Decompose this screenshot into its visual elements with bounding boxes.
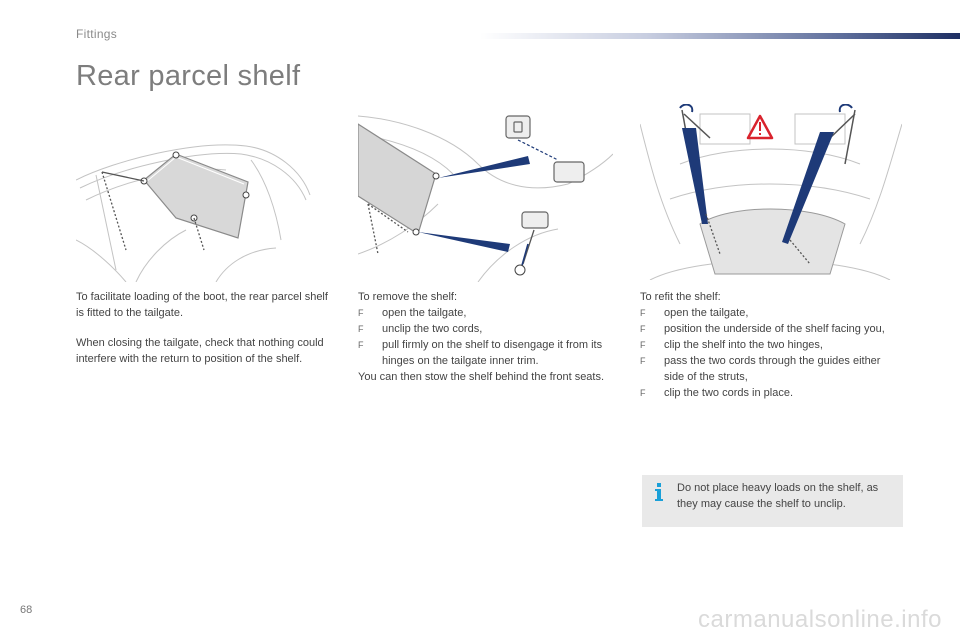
step-marker: F [358,308,364,318]
list-item: F position the underside of the shelf facing you, [640,323,885,335]
page-number: 68 [20,604,33,616]
list-item: F pass the two cords through the guides either side of the struts, [640,355,881,383]
step-marker: F [640,356,646,366]
intro-paragraph: To facilitate loading of the boot, the rear parcel shelf is fitted to the tailgate. [76,291,328,319]
illustration-shelf-on-tailgate [76,140,312,282]
remove-steps-list [358,305,616,369]
list-item: F clip the shelf into the two hinges, [640,339,823,351]
step-marker: F [640,340,646,350]
illustration-remove-shelf [358,104,613,282]
info-box [642,475,903,527]
intro-text-column [76,289,338,367]
remove-outro: You can then stow the shelf behind the front seats. [358,371,605,383]
illustration-refit-shelf [640,104,902,280]
remove-shelf-column [358,289,616,385]
list-item: F unclip the two cords, [358,323,483,335]
list-item: F pull firmly on the shelf to disengage it from its hinges on the tailgate inner trim. [358,339,603,367]
list-item: F open the tailgate, [358,307,467,319]
closing-warning-paragraph: When closing the tailgate, check that nothing could interfere with the return to position of the shelf. [76,337,324,365]
remove-intro: To remove the shelf: [358,291,458,303]
info-icon [652,483,666,503]
step-marker: F [358,324,364,334]
step-marker: F [640,324,646,334]
page-title: Rear parcel shelf [76,60,301,92]
info-text: Do not place heavy loads on the shelf, as they may cause the shelf to unclip. [677,482,879,510]
step-marker: F [640,308,646,318]
section-label: Fittings [76,27,118,41]
refit-steps-list [640,305,900,401]
header-bar [480,33,960,39]
step-marker: F [358,340,364,350]
refit-shelf-column [640,289,900,401]
watermark: carmanualsonline.info [698,606,942,633]
list-item: F clip the two cords in place. [640,387,794,399]
list-item: F open the tailgate, [640,307,749,319]
refit-intro: To refit the shelf: [640,291,721,303]
step-marker: F [640,388,646,398]
